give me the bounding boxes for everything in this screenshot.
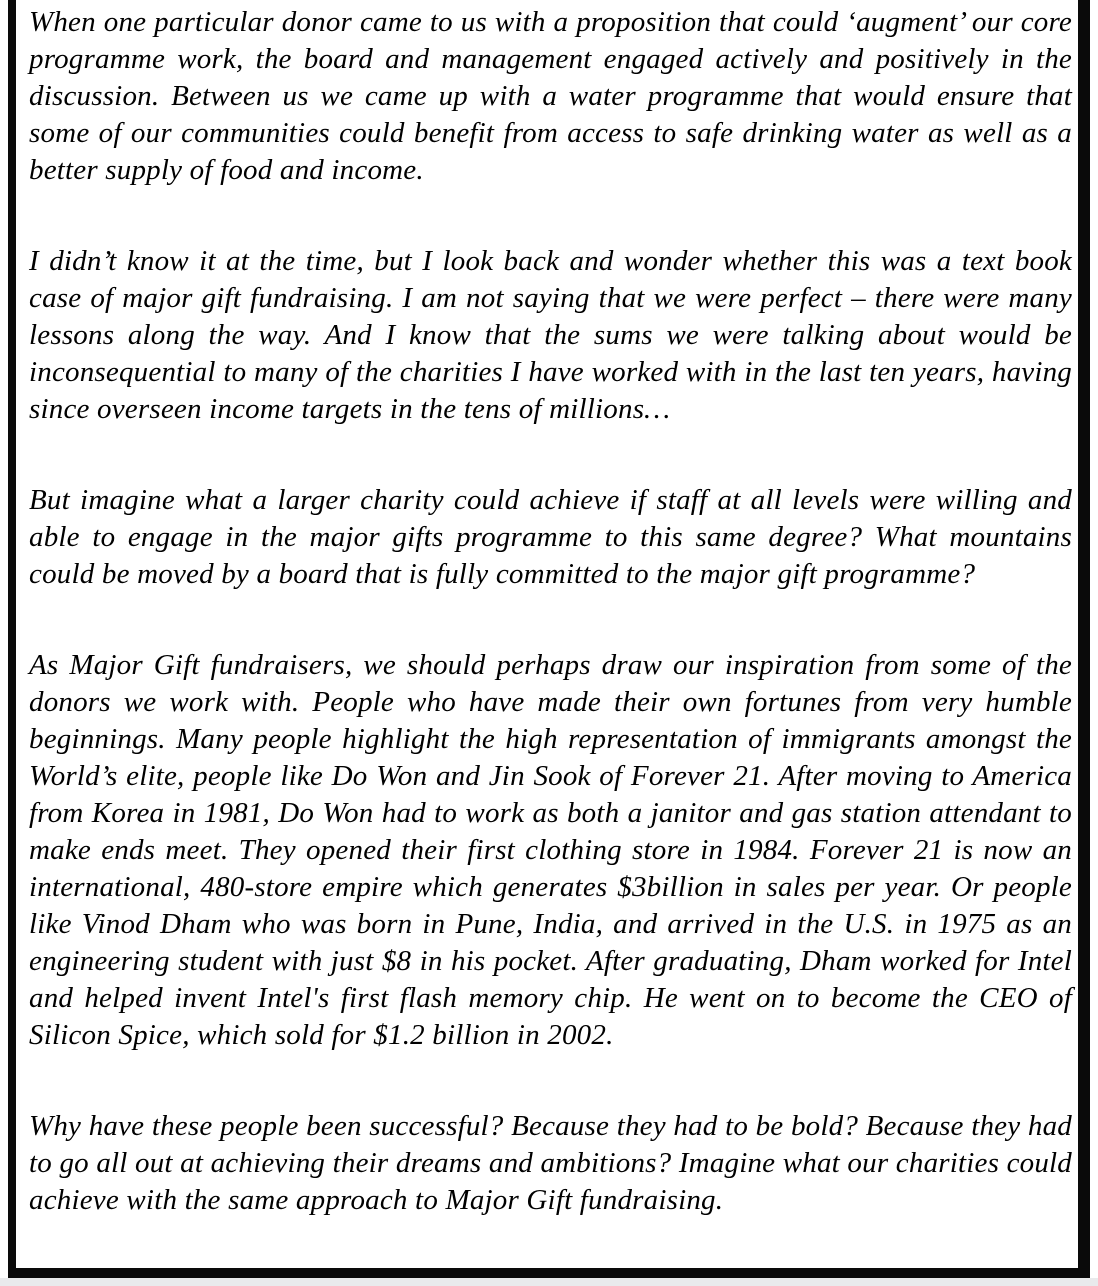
page-text-area (16, 0, 1078, 1219)
paragraph: Why have these people been successful? Because they had to be bold? Because they had to go all out at achieving their dreams and ambitions? Imagine what our charities could achieve with the same approach to Major Gift fundraising. (29, 1110, 1072, 1216)
page-bottom-strip (0, 1278, 1098, 1286)
paragraph: But imagine what a larger charity could achieve if staff at all levels were willing and able to engage in the major gifts programme to this same degree? What mountains could be moved by a board that is fully committed to the major gift programme? (29, 484, 1072, 590)
paragraph: When one particular donor came to us with a proposition that could ‘augment’ our core programme work, the board and management engaged actively and positively in the discussion. Between us we came up with a water programme that would ensure that some of our communities could benefit from access to safe drinking water as well as a better supply of food and income. (29, 6, 1072, 186)
paragraph: As Major Gift fundraisers, we should perhaps draw our inspiration from some of the donors we work with. People who have made their own fortunes from very humble beginnings. Many people highlight the high representation of immigrants amongst the World’s elite, people like Do Won and Jin Sook of Forever 21. After moving to America from Korea in 1981, Do Won had to work as both a janitor and gas station attendant to make ends meet. They opened their first clothing store in 1984. Forever 21 is now an international, 480-store empire which generates $3billion in sales per year. Or people like Vinod Dham who was born in Pune, India, and arrived in the U.S. in 1975 as an engineering student with just $8 in his pocket. After graduating, Dham worked for Intel and helped invent Intel's first flash memory chip. He went on to become the CEO of Silicon Spice, which sold for $1.2 billion in 2002. (29, 649, 1072, 1051)
paragraph: I didn’t know it at the time, but I look back and wonder whether this was a text book case of major gift fundraising. I am not saying that we were perfect – there were many lessons along the way. And I know that the sums we were talking about would be inconsequential to many of the charities I have worked with in the last ten years, having since overseen income targets in the tens of millions… (29, 245, 1072, 425)
